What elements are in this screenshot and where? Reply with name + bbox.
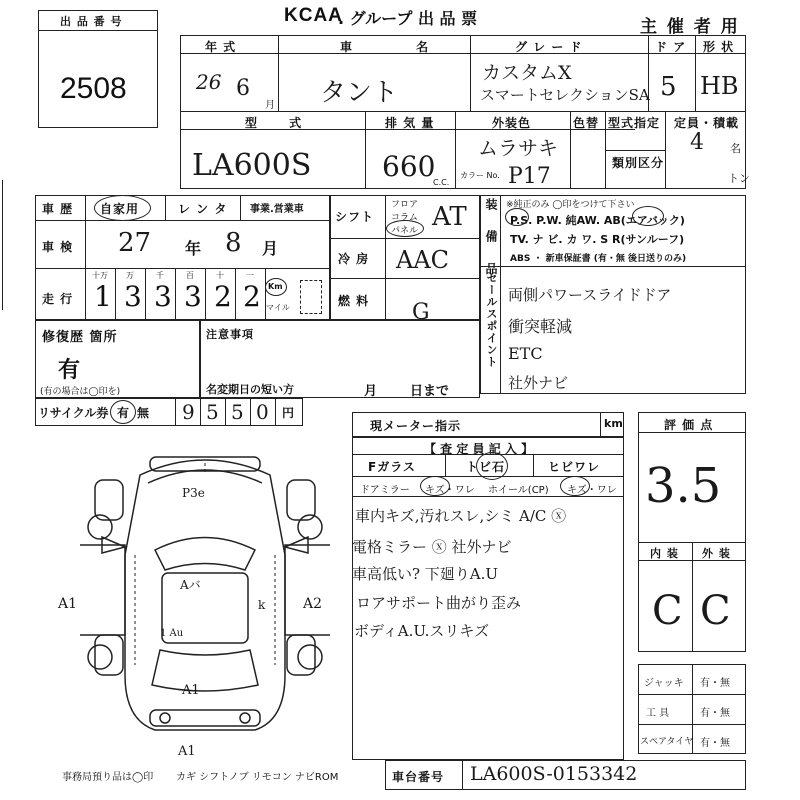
history-private[interactable]: 自家用 — [100, 202, 140, 216]
recycle-unit: 円 — [282, 406, 296, 420]
remarks-label: 注意事項 — [206, 328, 254, 341]
exterior-grade: C — [700, 588, 731, 634]
door-label: ド ア — [655, 40, 687, 54]
inspector-comment-4: ロアサポート曲がり歪み — [356, 594, 522, 612]
fuel-value: G — [412, 300, 430, 325]
form-title: . グループ 出 品 票 — [338, 9, 478, 28]
chassis-number-value: LA600S-0153342 — [470, 763, 638, 785]
wheel-scratch-circle — [560, 476, 590, 496]
sales-point-4: 社外ナビ — [508, 374, 569, 392]
recycle-digit-1: 9 — [182, 400, 195, 424]
displacement-label: 排 気 量 — [385, 116, 435, 130]
wheel[interactable]: ホイール(CP) — [488, 485, 549, 496]
shift-column[interactable]: コラム — [391, 213, 418, 223]
grade-line1: カスタムX — [482, 62, 572, 84]
history-rental[interactable]: レ ン タ — [178, 202, 228, 216]
mileage-label: 走 行 — [42, 292, 74, 306]
displacement-unit: C.C. — [433, 178, 450, 187]
meter-unit: km — [604, 417, 623, 430]
ton-unit: トン — [728, 172, 750, 185]
ab-circle — [632, 206, 664, 226]
repaint-label: 色替 — [573, 116, 600, 130]
damage-side-mark: k — [258, 598, 266, 612]
mileage-digit-4: 3 — [184, 280, 202, 313]
shaken-year-unit: 年 — [185, 239, 203, 258]
car-damage-diagram — [80, 445, 330, 745]
capacity-value: 4 — [690, 130, 704, 155]
mileage-digit-6: 2 — [243, 280, 261, 313]
organizer-copy: 主 催 者 用 — [640, 17, 740, 37]
shift-label: シフト — [335, 210, 375, 224]
fuel-label: 燃 料 — [338, 294, 370, 308]
f-glass[interactable]: Fガラス — [368, 460, 416, 474]
wheel-options[interactable]: キズ・ワレ — [567, 485, 617, 496]
car-name-value: タント — [320, 78, 399, 108]
mileage-digit-2: 3 — [124, 280, 142, 313]
recycle-yes-circle — [110, 400, 136, 424]
damage-center: 1 Au — [160, 628, 184, 639]
flying-stone[interactable]: トビ石 — [466, 460, 506, 474]
crack[interactable]: ヒビワレ — [548, 460, 601, 474]
interior-grade: C — [652, 588, 683, 634]
inspector-comment-1: 車内キズ,汚れスレ,シミ A/C ⓧ — [355, 507, 567, 525]
damage-p3e: P3e — [182, 486, 205, 500]
jack-options[interactable]: 有・無 — [700, 678, 730, 689]
sales-point-2: 衝突軽減 — [508, 317, 573, 336]
ac-value: AAC — [396, 246, 450, 274]
history-label: 車 歴 — [42, 202, 74, 216]
ac-label: 冷 房 — [338, 252, 370, 266]
jack-label: ジャッキ — [644, 678, 684, 689]
mileage-unit-2: 万 — [126, 271, 134, 280]
equipment-label: 装 備 品 — [484, 198, 498, 283]
brand-logo: KCAA — [284, 5, 343, 26]
exterior-color-label: 外装色 — [492, 116, 532, 130]
door-mirror-options[interactable]: キズ・ワレ — [425, 485, 475, 496]
ps-circle — [505, 208, 529, 226]
keys-note: 事務局預り品は◯印 — [62, 772, 154, 783]
score-value: 3.5 — [645, 458, 722, 514]
name-change-label: 名変期日の短い方 — [206, 383, 294, 396]
interior-label: 内 装 — [650, 547, 679, 560]
damage-ab: Aバ — [180, 578, 201, 592]
equipment-line1: P.S. P.W. 純AW. AB(エアバック) — [510, 214, 685, 227]
mileage-unit-3: 千 — [156, 271, 164, 280]
mileage-digit-5: 2 — [214, 280, 232, 313]
equipment-line3: ABS ・ 新車保証書 (有・無 後日送りのみ) — [510, 254, 687, 264]
mileage-check-box[interactable] — [300, 280, 322, 314]
door-mirror[interactable]: ドアミラー — [360, 485, 410, 496]
year-label: 年 式 — [205, 40, 237, 54]
keys-list: カギ シフトノブ リモコン ナビROM — [176, 772, 339, 783]
equipment-line2: TV. ナ ビ. カ ワ. S R(サンルーフ) — [510, 233, 685, 246]
month-unit: 月 — [265, 100, 275, 111]
color-number-value: P17 — [508, 164, 551, 189]
year-value: 26 — [196, 70, 222, 94]
type-designation-label: 型式指定 — [608, 116, 661, 130]
mile-option[interactable]: マイル — [266, 303, 290, 312]
name-change-day: 日まで — [410, 384, 450, 399]
recycle-label: リサイクル券 — [38, 406, 109, 420]
car-name-label: 車 名 — [340, 40, 459, 54]
mileage-unit-6: 一 — [246, 271, 254, 280]
recycle-digit-2: 5 — [206, 400, 219, 424]
grade-line2: スマートセレクションSA — [480, 86, 650, 104]
spare-tire-options[interactable]: 有・無 — [700, 738, 730, 749]
lot-number: 2508 — [60, 72, 127, 105]
name-change-month: 月 — [364, 384, 379, 399]
panel-circle — [386, 220, 424, 237]
km-circle — [265, 278, 287, 296]
grade-label: グ レ ー ド — [515, 40, 583, 54]
inspector-comment-2: 電格ミラー ⓧ 社外ナビ — [352, 538, 512, 556]
shift-floor[interactable]: フロア — [391, 200, 419, 210]
repair-label: 修復歴 箇所 — [42, 330, 118, 345]
capacity-unit: 名 — [730, 142, 741, 155]
door-value: 5 — [660, 72, 677, 102]
mileage-digit-3: 3 — [154, 280, 172, 313]
shaken-year: 27 — [118, 228, 152, 258]
shaken-month: 8 — [225, 228, 242, 258]
recycle-yes[interactable]: 有 — [117, 406, 131, 420]
sales-points-label: セールスポイント — [485, 272, 498, 368]
model-value: LA600S — [192, 148, 312, 183]
chassis-number-label: 車台番号 — [392, 770, 445, 784]
category-label: 類別区分 — [612, 156, 665, 170]
mirror-scratch-circle — [420, 476, 450, 496]
km-option[interactable]: Km — [268, 282, 283, 291]
equipment-note: ※純正のみ ◯印をつけて下さい — [506, 200, 635, 210]
inspector-comment-5: ボディA.U.スリキズ — [354, 622, 490, 640]
sales-point-1: 両側パワースライドドア — [508, 286, 672, 304]
score-label: 評 価 点 — [664, 418, 714, 432]
mileage-unit-5: 十 — [216, 271, 224, 280]
left-edge-mark — [2, 180, 3, 310]
damage-a2-right: A2 — [303, 596, 323, 612]
color-number-label: カラー No. — [460, 171, 500, 180]
shaken-month-unit: 月 — [262, 239, 280, 258]
damage-a1-left: A1 — [58, 596, 78, 612]
damage-a1-rear: A1 — [182, 683, 200, 698]
sales-point-3: ETC — [508, 344, 543, 363]
flying-stone-circle — [476, 452, 508, 480]
meter-label: 現メーター指示 — [370, 419, 462, 433]
tools-options[interactable]: 有・無 — [700, 708, 730, 719]
tools-label: 工 具 — [646, 708, 670, 719]
shift-value: AT — [432, 202, 467, 232]
shape-label: 形 状 — [703, 40, 735, 54]
exterior-label: 外 装 — [702, 547, 731, 560]
inspector-comment-3: 車高低い? 下廻りA.U — [352, 565, 499, 583]
shaken-label: 車 検 — [42, 240, 74, 254]
exterior-color-value: ムラサキ — [478, 136, 558, 160]
model-label: 型 式 — [245, 116, 316, 130]
capacity-label: 定員・積載 — [674, 116, 740, 130]
lot-number-label: 出 品 番 号 — [60, 15, 123, 28]
repair-value: 有 — [58, 358, 81, 383]
damage-a1-bottom: A1 — [178, 744, 196, 759]
shift-panel[interactable]: パネル — [391, 226, 419, 236]
private-circle — [94, 195, 151, 221]
spare-tire-label: スペアタイヤ — [640, 737, 694, 747]
recycle-no[interactable]: 無 — [137, 406, 151, 420]
history-commercial[interactable]: 事業.営業車 — [250, 204, 304, 215]
mileage-digit-1: 1 — [94, 280, 112, 313]
repair-note: (有の場合は◯印を) — [40, 387, 121, 397]
mileage-unit-4: 百 — [186, 271, 194, 280]
recycle-digit-3: 5 — [231, 400, 244, 424]
mileage-unit-1: 十万 — [92, 271, 108, 280]
recycle-digit-4: 0 — [256, 400, 269, 424]
month-value: 6 — [236, 76, 250, 101]
displacement-value: 660 — [382, 150, 436, 183]
shape-value: HB — [700, 72, 739, 100]
inspector-title: 【 査 定 員 記 入 】 — [424, 442, 534, 456]
